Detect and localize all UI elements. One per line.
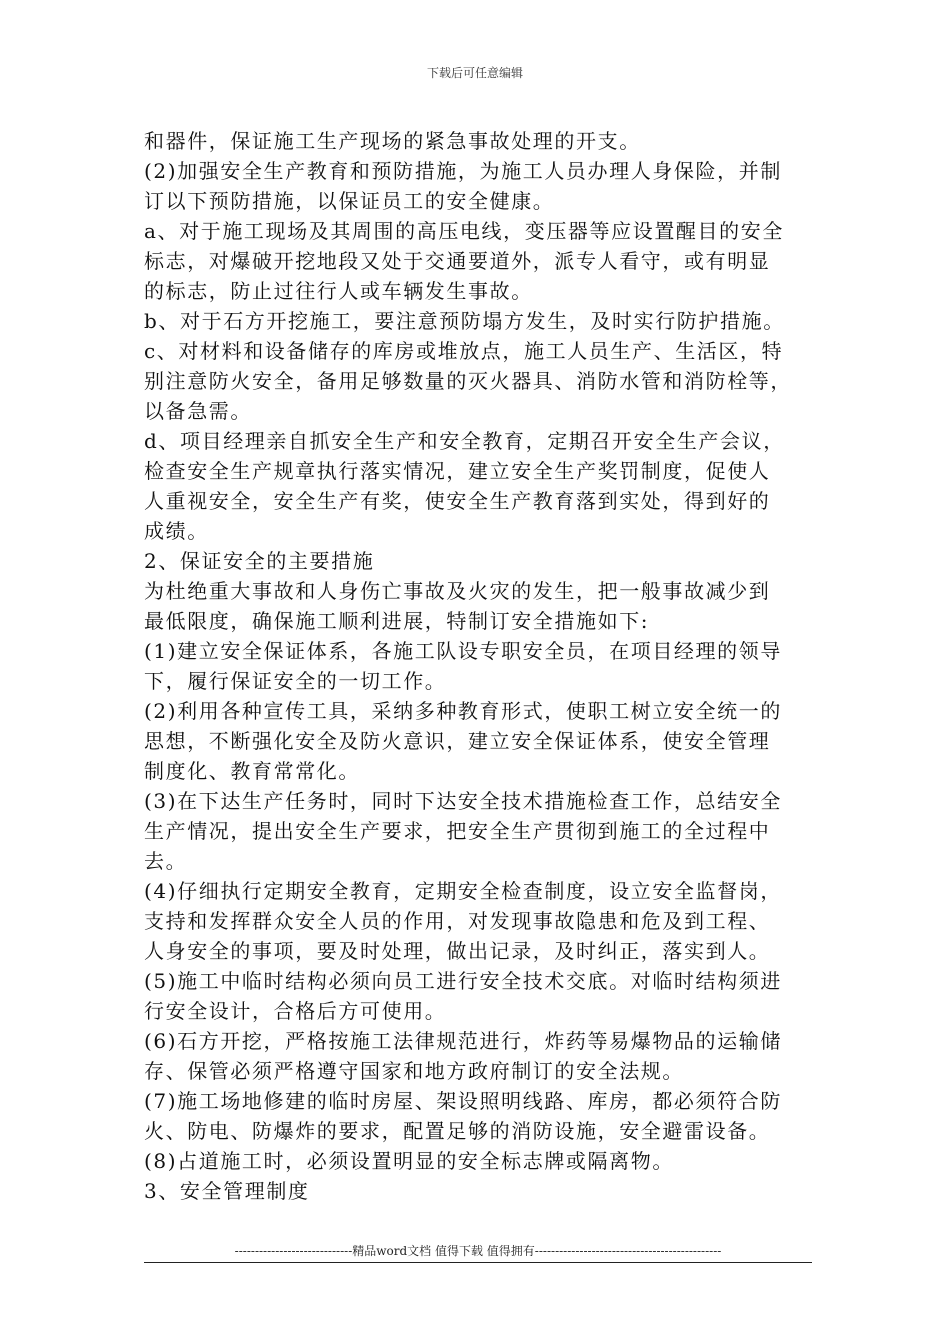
text-line: (2)利用各种宣传工具，采纳多种教育形式，使职工树立安全统一的 xyxy=(144,699,782,723)
text-line: a、对于施工现场及其周围的高压电线，变压器等应设置醒目的安全 xyxy=(144,219,784,243)
page-footer: -----------------------------精品word文档 值得下载 值得拥有---------------------------------------------- xyxy=(234,1244,722,1258)
text-line: 思想，不断强化安全及防火意识，建立安全保证体系，使安全管理 xyxy=(144,729,771,753)
text-line: 检查安全生产规章执行落实情况，建立安全生产奖罚制度，促使人 xyxy=(144,459,771,483)
text-line: 以备急需。 xyxy=(144,399,252,423)
text-line: 最低限度，确保施工顺利进展，特制订安全措施如下: xyxy=(144,609,650,633)
section-heading: 3、安全管理制度 xyxy=(144,1179,310,1203)
text-line: (6)石方开挖，严格按施工法律规范进行，炸药等易爆物品的运输储 xyxy=(144,1029,782,1053)
text-line: 为杜绝重大事故和人身伤亡事故及火灾的发生，把一般事故减少到 xyxy=(144,579,771,603)
text-line: 的标志，防止过往行人或车辆发生事故。 xyxy=(144,279,533,303)
footer-divider xyxy=(144,1262,812,1263)
text-line: (8)占道施工时，必须设置明显的安全标志牌或隔离物。 xyxy=(144,1149,674,1173)
text-line: 下，履行保证安全的一切工作。 xyxy=(144,669,447,693)
text-line: 人重视安全，安全生产有奖，使安全生产教育落到实处，得到好的 xyxy=(144,489,771,513)
text-line: 标志，对爆破开挖地段又处于交通要道外，派专人看守，或有明显 xyxy=(144,249,771,273)
text-line: 支持和发挥群众安全人员的作用，对发现事故隐患和危及到工程、 xyxy=(144,909,771,933)
text-line: 成绩。 xyxy=(144,519,209,543)
text-line: 火、防电、防爆炸的要求，配置足够的消防设施，安全避雷设备。 xyxy=(144,1119,771,1143)
text-line: 别注意防火安全，备用足够数量的灭火器具、消防水管和消防栓等， xyxy=(144,369,792,393)
text-line: 人身安全的事项，要及时处理，做出记录，及时纠正，落实到人。 xyxy=(144,939,771,963)
text-line: b、对于石方开挖施工，要注意预防塌方发生，及时实行防护措施。 xyxy=(144,309,785,333)
text-line: 存、保管必须严格遵守国家和地方政府制订的安全法规。 xyxy=(144,1059,684,1083)
text-line: (3)在下达生产任务时，同时下达安全技术措施检查工作，总结安全 xyxy=(144,789,782,813)
text-line: 订以下预防措施，以保证员工的安全健康。 xyxy=(144,189,555,213)
text-line: (1)建立安全保证体系，各施工队设专职安全员，在项目经理的领导 xyxy=(144,639,782,663)
text-line: 生产情况，提出安全生产要求，把安全生产贯彻到施工的全过程中 xyxy=(144,819,771,843)
text-line: 和器件，保证施工生产现场的紧急事故处理的开支。 xyxy=(144,129,641,153)
page-header: 下载后可任意编辑 xyxy=(426,66,523,80)
document-body xyxy=(144,126,812,1206)
text-line: (5)施工中临时结构必须向员工进行安全技术交底。对临时结构须进 xyxy=(144,969,782,993)
text-line: (4)仔细执行定期安全教育，定期安全检查制度，设立安全监督岗， xyxy=(144,879,782,903)
text-line: (2)加强安全生产教育和预防措施，为施工人员办理人身保险，并制 xyxy=(144,159,782,183)
text-line: d、项目经理亲自抓安全生产和安全教育，定期召开安全生产会议， xyxy=(144,429,785,453)
section-heading: 2、保证安全的主要措施 xyxy=(144,549,375,573)
text-line: 制度化、教育常常化。 xyxy=(144,759,360,783)
text-line: 行安全设计，合格后方可使用。 xyxy=(144,999,447,1023)
text-line: 去。 xyxy=(144,849,188,873)
text-line: (7)施工场地修建的临时房屋、架设照明线路、库房，都必须符合防 xyxy=(144,1089,782,1113)
text-line: c、对材料和设备储存的库房或堆放点，施工人员生产、生活区，特 xyxy=(144,339,784,363)
